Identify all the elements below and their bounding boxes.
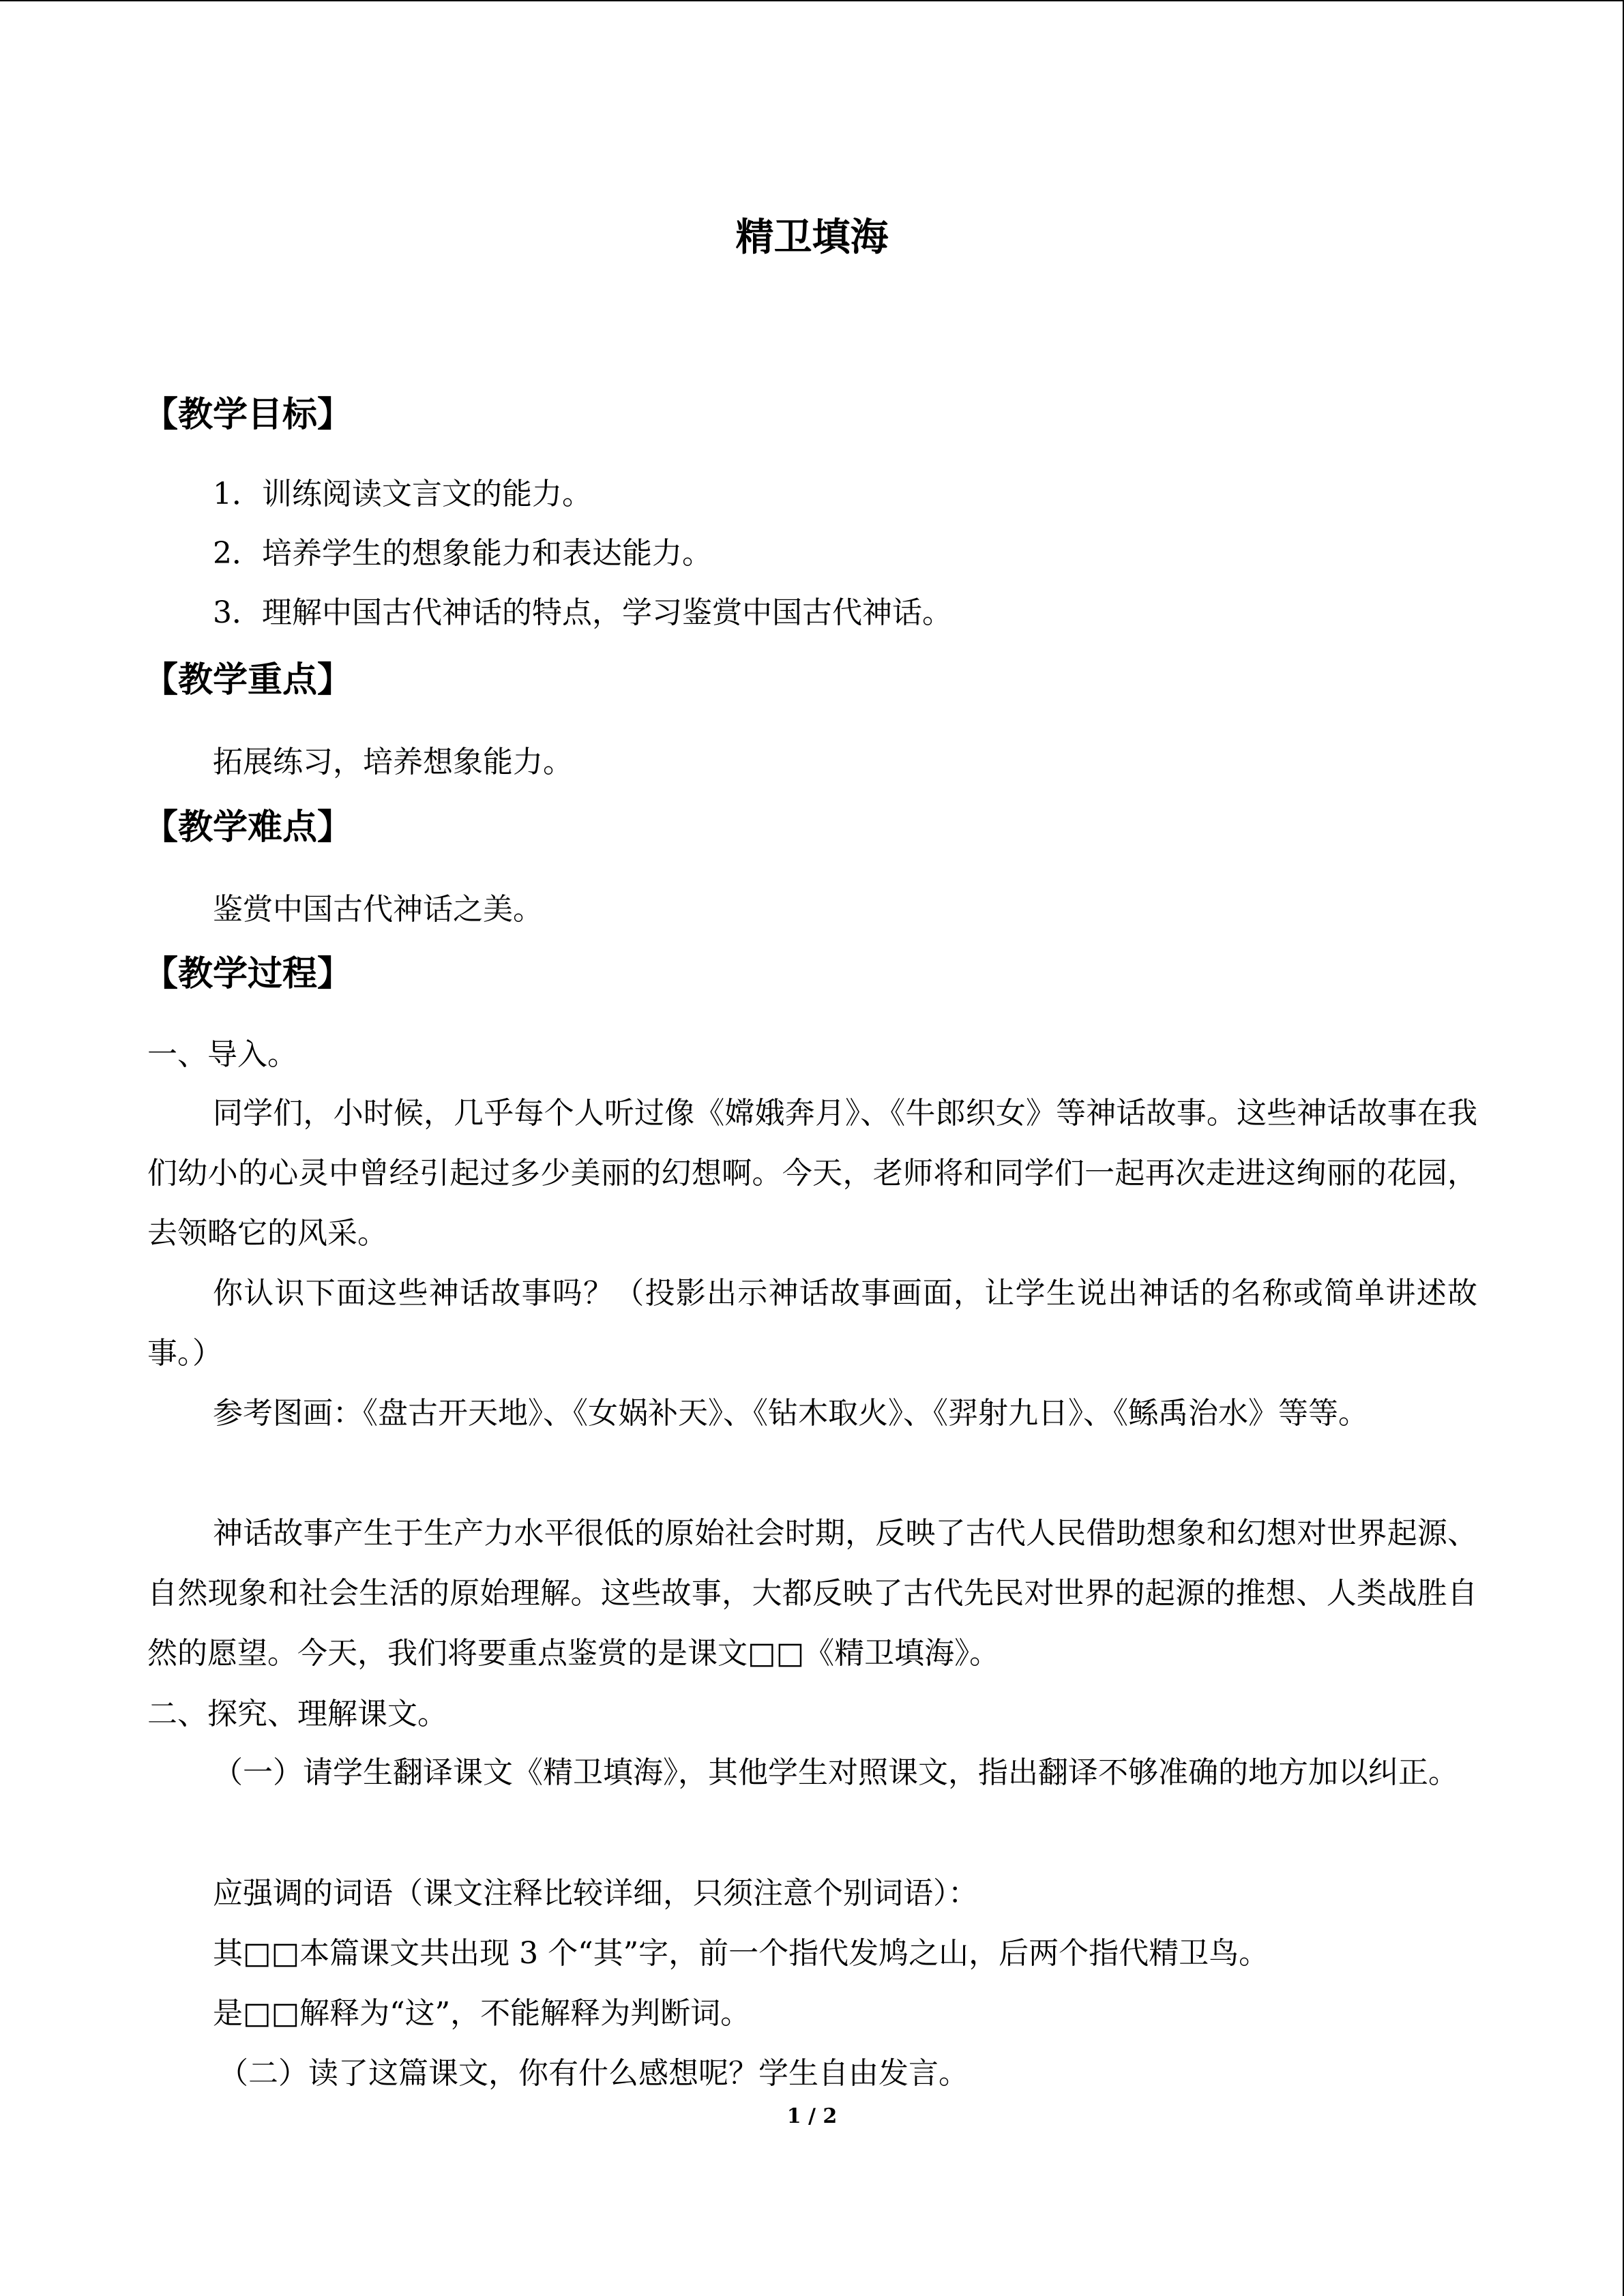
process-step-2: 二、探究、理解课文。	[147, 1697, 447, 1731]
myth-paragraph: 神话故事产生于生产力水平很低的原始社会时期，反映了古代人民借助想象和幻想对世界起源、自然现象和社会生活的原始理解。这些故事，大都反映了古代先民对世界的起源的推想、人类战胜自然的愿望。今天，我们将要重点鉴赏的是课文□□《精卫填海》。	[147, 1516, 1477, 1671]
reflection-task: （二）读了这篇课文，你有什么感想呢？学生自由发言。	[218, 2056, 969, 2091]
intro-paragraph: 同学们，小时候，几乎每个人听过像《嫦娥奔月》、《牛郎织女》等神话故事。这些神话故事在我们幼小的心灵中曾经引起过多少美丽的幻想啊。今天，老师将和同学们一起再次走进这绚丽的花园，去领略它的风采。	[147, 1096, 1477, 1251]
heading-difficulties: 【教学难点】	[143, 807, 353, 848]
document-title: 精卫填海	[735, 215, 889, 260]
page-number: 1 / 2	[786, 2104, 838, 2128]
process-step-1: 一、导入。	[147, 1037, 297, 1072]
word-note-qi: 其□□本篇课文共出现 3 个“其”字，前一个指代发鸠之山，后两个指代精卫鸟。	[213, 1936, 1269, 1971]
key-points-text: 拓展练习，培养想象能力。	[213, 745, 573, 779]
reference-paragraph: 参考图画：《盘古开天地》、《女娲补天》、《钻木取火》、《羿射九日》、《鲧禹治水》等等。	[213, 1396, 1368, 1431]
question-paragraph: 你认识下面这些神话故事吗？（投影出示神话故事画面，让学生说出神话的名称或简单讲述故事。）	[147, 1276, 1477, 1371]
heading-process: 【教学过程】	[143, 953, 353, 994]
objective-item-1: 1．训练阅读文言文的能力。	[213, 477, 592, 511]
heading-objectives: 【教学目标】	[143, 394, 353, 435]
heading-key-points: 【教学重点】	[143, 659, 353, 700]
objective-item-2: 2．培养学生的想象能力和表达能力。	[213, 536, 712, 571]
word-note-shi: 是□□解释为“这”，不能解释为判断词。	[213, 1996, 751, 2031]
page-border-top	[0, 0, 1624, 1]
objective-item-3: 3．理解中国古代神话的特点，学习鉴赏中国古代神话。	[213, 595, 952, 630]
difficulties-text: 鉴赏中国古代神话之美。	[213, 892, 543, 927]
emphasis-words-intro: 应强调的词语（课文注释比较详细，只须注意个别词语）：	[213, 1876, 978, 1911]
translation-task: （一）请学生翻译课文《精卫填海》，其他学生对照课文，指出翻译不够准确的地方加以纠正。	[213, 1755, 1458, 1790]
